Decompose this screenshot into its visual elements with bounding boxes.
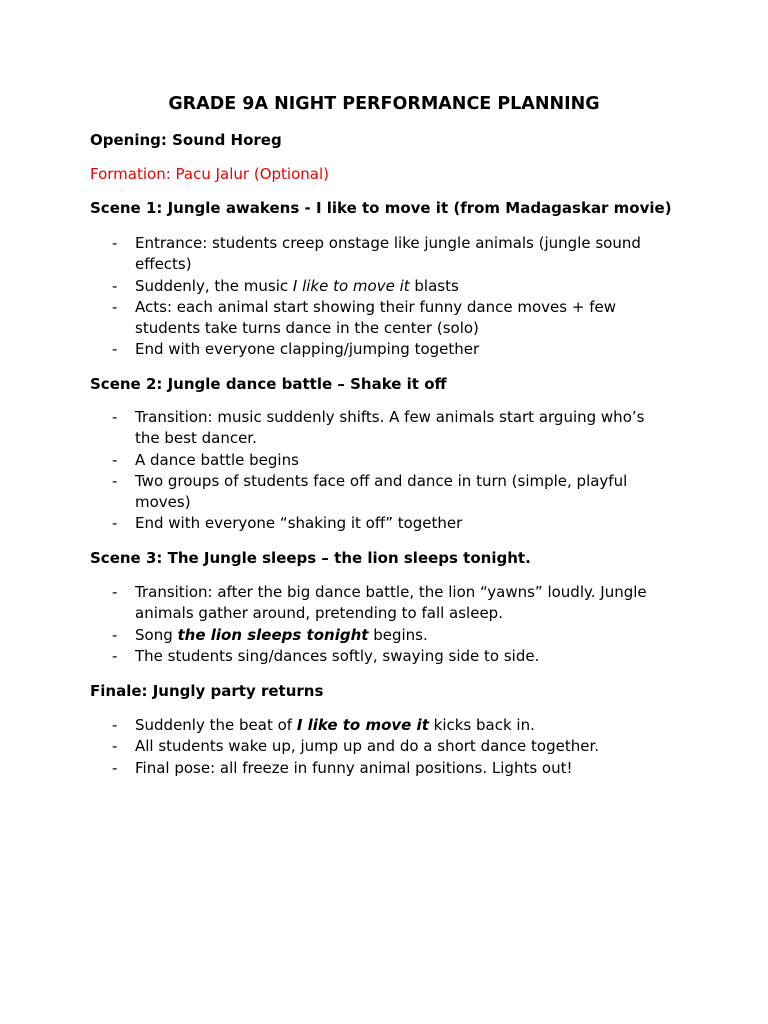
- list-item-text: Transition: after the big dance battle, the lion “yawns” loudly. Jungle animals gather around, pretending to fall asleep.: [135, 583, 647, 623]
- list-item-text: Suddenly, the music: [135, 276, 293, 295]
- document-title: GRADE 9A NIGHT PERFORMANCE PLANNING: [168, 94, 600, 114]
- scene1-list: [112, 233, 672, 361]
- scene3-heading: Scene 3: The Jungle sleeps – the lion sleeps tonight.: [90, 549, 531, 567]
- list-item: [112, 297, 672, 340]
- bullet-dash: -: [112, 646, 118, 665]
- list-item: [112, 339, 672, 360]
- list-item-text: begins.: [368, 625, 428, 644]
- list-item: [112, 276, 672, 297]
- bullet-dash: -: [112, 234, 118, 252]
- scene2-heading: Scene 2: Jungle dance battle – Shake it off: [90, 375, 447, 393]
- bullet-dash: -: [112, 758, 118, 777]
- song-title: the lion sleeps tonight: [177, 625, 369, 644]
- list-item: [112, 625, 672, 646]
- bullet-dash: -: [112, 583, 118, 601]
- finale-list: [112, 715, 672, 779]
- list-item: [112, 513, 672, 534]
- list-item-text: End with everyone “shaking it off” together: [135, 514, 463, 533]
- list-item-text: kicks back in.: [428, 716, 535, 734]
- list-item: [112, 471, 672, 514]
- finale-heading: Finale: Jungly party returns: [90, 682, 324, 700]
- list-item-text: Entrance: students creep onstage like jungle animals (jungle sound effects): [135, 234, 641, 274]
- list-item: [112, 758, 672, 779]
- list-item-text: Suddenly the beat of: [135, 716, 297, 734]
- list-item-text: Song: [135, 625, 178, 644]
- scene1-heading: Scene 1: Jungle awakens - I like to move it (from Madagaskar movie): [90, 199, 672, 217]
- list-item: [112, 582, 672, 625]
- list-item-text: Acts: each animal start showing their funny dance moves + few students take turns dance in the center (solo): [135, 297, 616, 338]
- list-item: [112, 646, 672, 667]
- bullet-dash: -: [112, 737, 118, 756]
- song-title: I like to move it: [292, 276, 410, 295]
- list-item: [112, 736, 672, 757]
- list-item-text: Two groups of students face off and dance in turn (simple, playful moves): [135, 471, 628, 512]
- list-item-text: Transition: music suddenly shifts. A few animals start arguing who’s the best dancer.: [135, 408, 645, 448]
- bullet-dash: -: [112, 340, 118, 359]
- opening-heading: Opening: Sound Horeg: [90, 131, 282, 149]
- bullet-dash: -: [112, 514, 118, 533]
- bullet-dash: -: [112, 408, 118, 426]
- list-item: [112, 233, 672, 276]
- list-item-text: blasts: [409, 276, 459, 295]
- scene3-list: [112, 582, 672, 667]
- list-item: [112, 407, 672, 450]
- scene2-list: [112, 407, 672, 535]
- bullet-dash: -: [112, 625, 118, 644]
- list-item-text: The students sing/dances softly, swaying side to side.: [135, 646, 540, 665]
- list-item-text: A dance battle begins: [135, 450, 299, 469]
- bullet-dash: -: [112, 450, 118, 469]
- bullet-dash: -: [112, 276, 118, 295]
- formation-note: Formation: Pacu Jalur (Optional): [90, 165, 329, 183]
- list-item-text: End with everyone clapping/jumping together: [135, 340, 480, 359]
- list-item: [112, 450, 672, 471]
- list-item: [112, 715, 672, 736]
- bullet-dash: -: [112, 471, 118, 490]
- bullet-dash: -: [112, 297, 118, 316]
- bullet-dash: -: [112, 716, 118, 734]
- song-title: I like to move it: [296, 716, 429, 734]
- list-item-text: Final pose: all freeze in funny animal positions. Lights out!: [135, 758, 573, 777]
- list-item-text: All students wake up, jump up and do a short dance together.: [135, 737, 600, 756]
